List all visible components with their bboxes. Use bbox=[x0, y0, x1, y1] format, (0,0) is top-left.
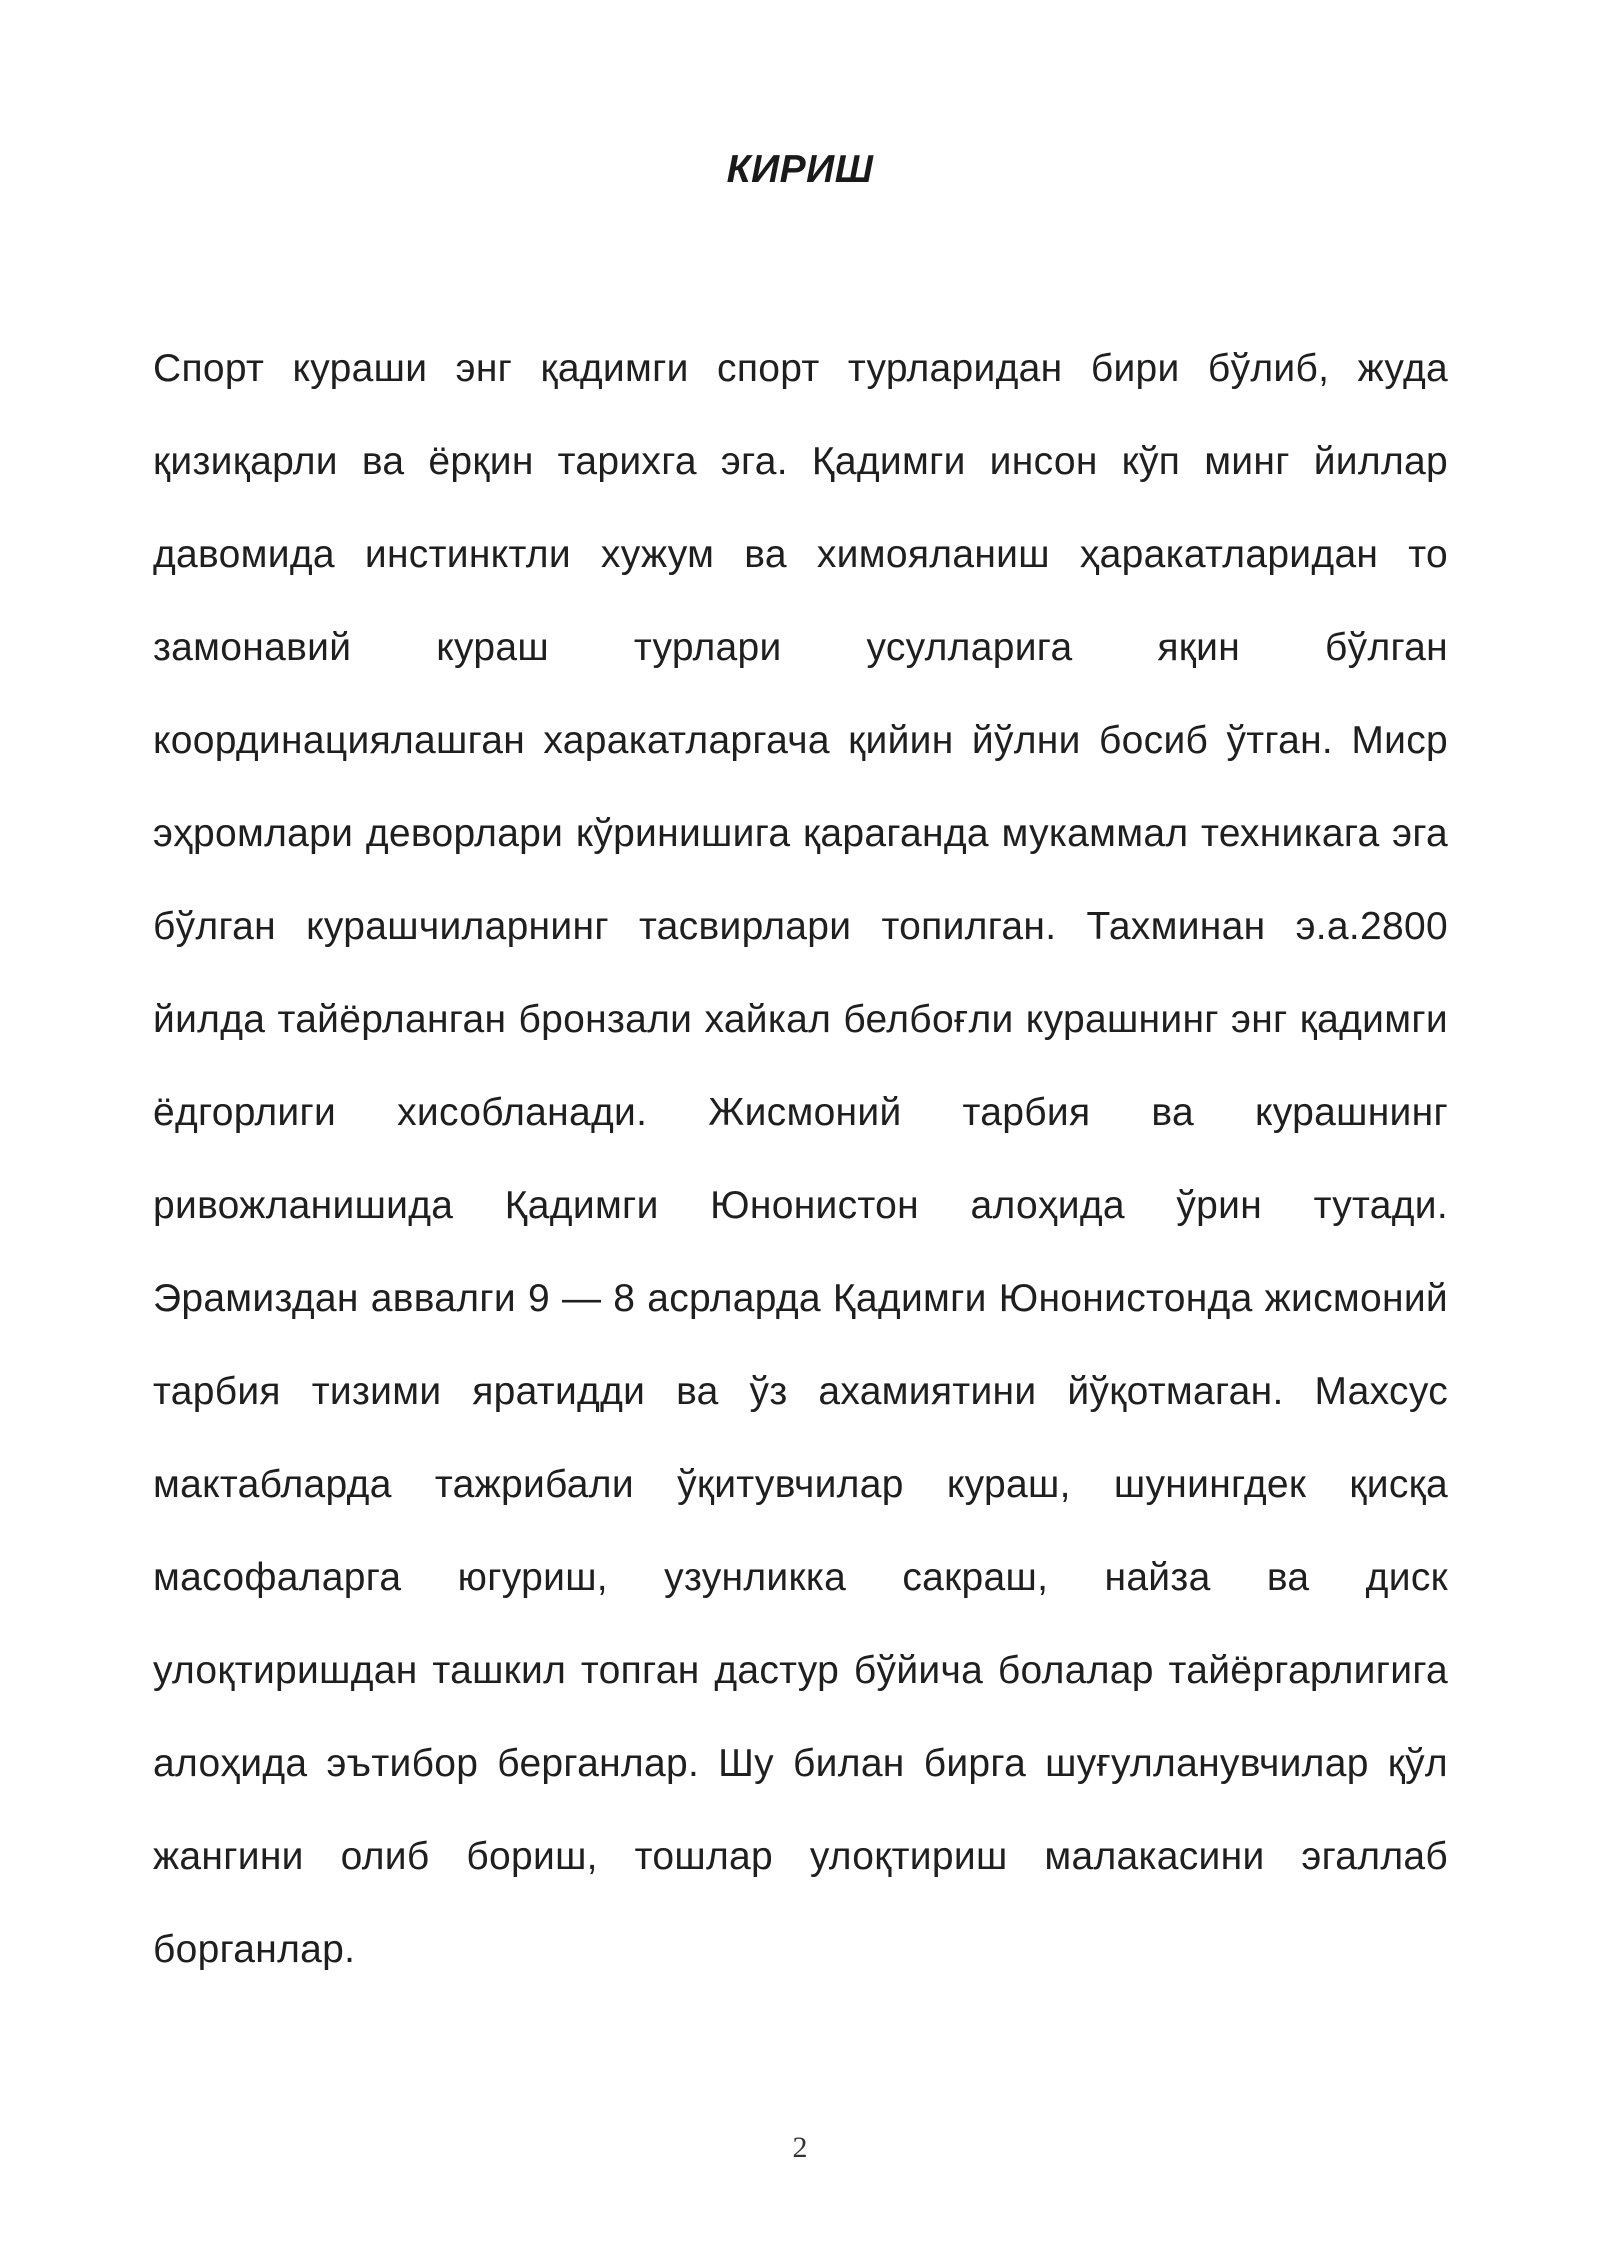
body-paragraph: Спорт кураши энг қадимги спорт турларидан бири бўлиб, жуда қизиқарли ва ёрқин тарихга эга. Қадимги инсон кўп минг йиллар давомида инстинктли хужум ва химояланиш ҳаракатларидан то замонавий кураш турлари усулларига яқин бўлган координациялашган харакатларгача қийин йўлни босиб ўтган. Миср эҳромлари деворлари кўринишига қараганда мукаммал техникага эга бўлган курашчиларнинг тасвирлари топилган. Тахминан э.а.2800 йилда тайёрланган бронзали хайкал белбоғли курашнинг энг қадимги ёдгорлиги хисобланади. Жисмоний тарбия ва курашнинг ривожланишида Қадимги Юнонистон алоҳида ўрин тутади. Эрамиздан аввалги 9 — 8 асрларда Қадимги Юнонистонда жисмоний тарбия тизими яратидди ва ўз ахамиятини йўқотмаган. Махсус мактабларда тажрибали ўқитувчилар кураш, шунингдек қисқа масофаларга югуриш, узунликка сакраш, найза ва диск улоқтиришдан ташкил топган дастур бўйича болалар тайёргарлигига алоҳида эътибор берганлар. Шу билан бирга шуғулланувчилар қўл жангини олиб бориш, тошлар улоқтириш малакасини эгаллаб борганлар. bbox=[153, 347, 1448, 1971]
page-number: 2 bbox=[792, 2131, 808, 2164]
page-title: КИРИШ bbox=[726, 148, 874, 191]
